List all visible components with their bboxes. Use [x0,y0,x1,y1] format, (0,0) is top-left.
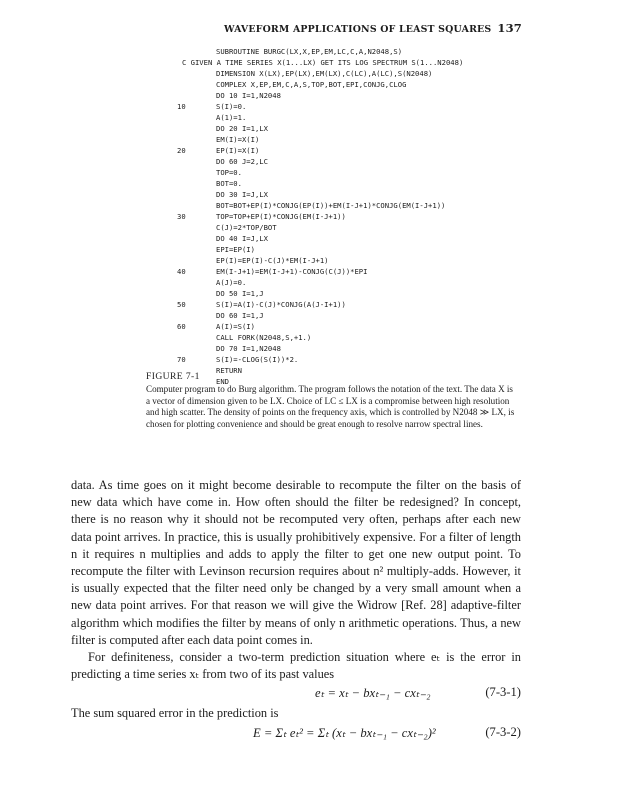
code-statement: EP(I)=X(I) [216,146,260,155]
code-statement: EM(I-J+1)=EM(I-J+1)-CONJG(C(J))*EPI [216,267,368,276]
code-statement: S(I)=-CLOG(S(I))*2. [216,355,299,364]
code-statement: A(I)=S(I) [216,322,255,331]
statement-label: 30 [177,212,186,221]
code-line [0,332,622,343]
code-statement: EP(I)=EP(I)-C(J)*EM(I-J+1) [216,256,329,265]
code-line [0,68,622,79]
code-line [0,310,622,321]
code-statement: EPI=EP(I) [216,245,255,254]
code-statement: DO 40 I=J,LX [216,234,268,243]
statement-label: 70 [177,355,186,364]
code-statement: DO 50 I=1,J [216,289,264,298]
equation-text: E = Σₜ eₜ² = Σₜ (xₜ − bxₜ₋₁ − cxₜ₋₂)² [253,725,436,740]
code-line [0,343,622,354]
code-line [0,222,622,233]
paragraph: The sum squared error in the prediction is [71,706,279,721]
equation-number: (7-3-2) [485,724,521,739]
code-line [0,134,622,145]
running-header [224,21,522,35]
code-line [0,79,622,90]
code-line [0,90,622,101]
code-line [0,299,622,310]
equation-7-3-1 [71,683,521,705]
running-title: WAVEFORM APPLICATIONS OF LEAST SQUARES [223,24,492,35]
code-statement: DO 70 I=1,N2048 [216,344,281,353]
code-line [0,244,622,255]
code-line [0,288,622,299]
figure-caption: Computer program to do Burg algorithm. The program follows the notation of the text. The data X is a vector of dimension given to be LX. Choice of LC ≤ LX is a compromise between high resolution and high scatter. The density of points on the frequency axis, which is controlled by N2048 ≫ LX, is chosen for plotting convenience and should be great enough to resolve narrow spectral lines. [146,384,515,430]
code-line [0,255,622,266]
page-number: 137 [497,21,522,35]
code-line [0,156,622,167]
code-line [0,354,622,365]
paragraph: For definiteness, consider a two-term prediction situation where eₜ is the error in predicting a time series xₜ from two of its past values [71,650,521,682]
statement-label: 10 [177,102,186,111]
equation-number: (7-3-1) [485,685,521,700]
code-line [0,145,622,156]
code-statement: S(I)=0. [216,102,247,111]
code-line [0,178,622,189]
code-statement: BOT=BOT+EP(I)*CONJG(EP(I))+EM(I-J+1)*CONJG(EM(I-J+1)) [216,201,446,210]
code-line [0,211,622,222]
equation-text: eₜ = xₜ − bxₜ₋₁ − cxₜ₋₂ [315,686,431,701]
code-line [0,200,622,211]
code-statement: END [216,377,229,386]
code-line [0,101,622,112]
fortran-code-listing [0,46,622,387]
body-text [71,477,521,745]
code-line [0,189,622,200]
code-statement: BOT=0. [216,179,242,188]
code-line [0,46,622,57]
code-statement: CALL FORK(N2048,S,+1.) [216,333,312,342]
code-statement: C(J)=2*TOP/BOT [216,223,277,232]
code-statement: C GIVEN A TIME SERIES X(1...LX) GET ITS LOG SPECTRUM S(1...N2048) [182,58,464,67]
statement-label: 40 [177,267,186,276]
code-statement: DO 60 J=2,LC [216,157,268,166]
code-line [0,321,622,332]
statement-label: 50 [177,300,186,309]
code-line [0,233,622,244]
code-comment-line [0,57,622,68]
code-statement: S(I)=A(I)-C(J)*CONJG(A(J-I+1)) [216,300,346,309]
code-statement: DIMENSION X(LX),EP(LX),EM(LX),C(LC),A(LC),S(N2048) [216,69,433,78]
code-statement: EM(I)=X(I) [216,135,260,144]
code-statement: DO 10 I=1,N2048 [216,91,281,100]
code-line [0,112,622,123]
code-statement: A(1)=1. [216,113,247,122]
code-line [0,167,622,178]
code-statement: DO 60 I=1,J [216,311,264,320]
code-statement: A(J)=0. [216,278,247,287]
statement-label: 20 [177,146,186,155]
code-statement: DO 20 I=1,LX [216,124,268,133]
code-statement: COMPLEX X,EP,EM,C,A,S,TOP,BOT,EPI,CONJG,CLOG [216,80,407,89]
statement-label: 60 [177,322,186,331]
figure-caption-block [146,371,518,431]
code-statement: DO 30 I=J,LX [216,190,268,199]
paragraph: data. As time goes on it might become desirable to recompute the filter on the basis of new data which have come in. How often should the filter be redesigned? In concept, there is no reason why it should not be recomputed very often, perhaps after each new data point arrives. In practice, this is usually prohibitively expensive. For a filter of length n it requires n multiplies and adds to apply the filter to get one new output point. To recompute the filter with Levinson recursion requires about n² multiply-adds. However, it is usually expected that the filter need only be changed by a very small amount when a new data point arrives. For that reason we will give the Widrow [Ref. 28] adaptive-filter algorithm which modifies the filter by means of only n arithmetic operations. Thus, a new filter is computed after each data point comes in. [71,478,521,647]
code-statement: SUBROUTINE BURGC(LX,X,EP,EM,LC,C,A,N2048,S) [216,47,403,56]
code-line [0,266,622,277]
code-line [0,123,622,134]
code-statement: RETURN [216,366,242,375]
code-statement: TOP=TOP+EP(I)*CONJG(EM(I-J+1)) [216,212,346,221]
code-statement: TOP=0. [216,168,242,177]
figure-title: FIGURE 7-1 [146,371,200,382]
code-line [0,277,622,288]
equation-7-3-2 [71,723,521,745]
